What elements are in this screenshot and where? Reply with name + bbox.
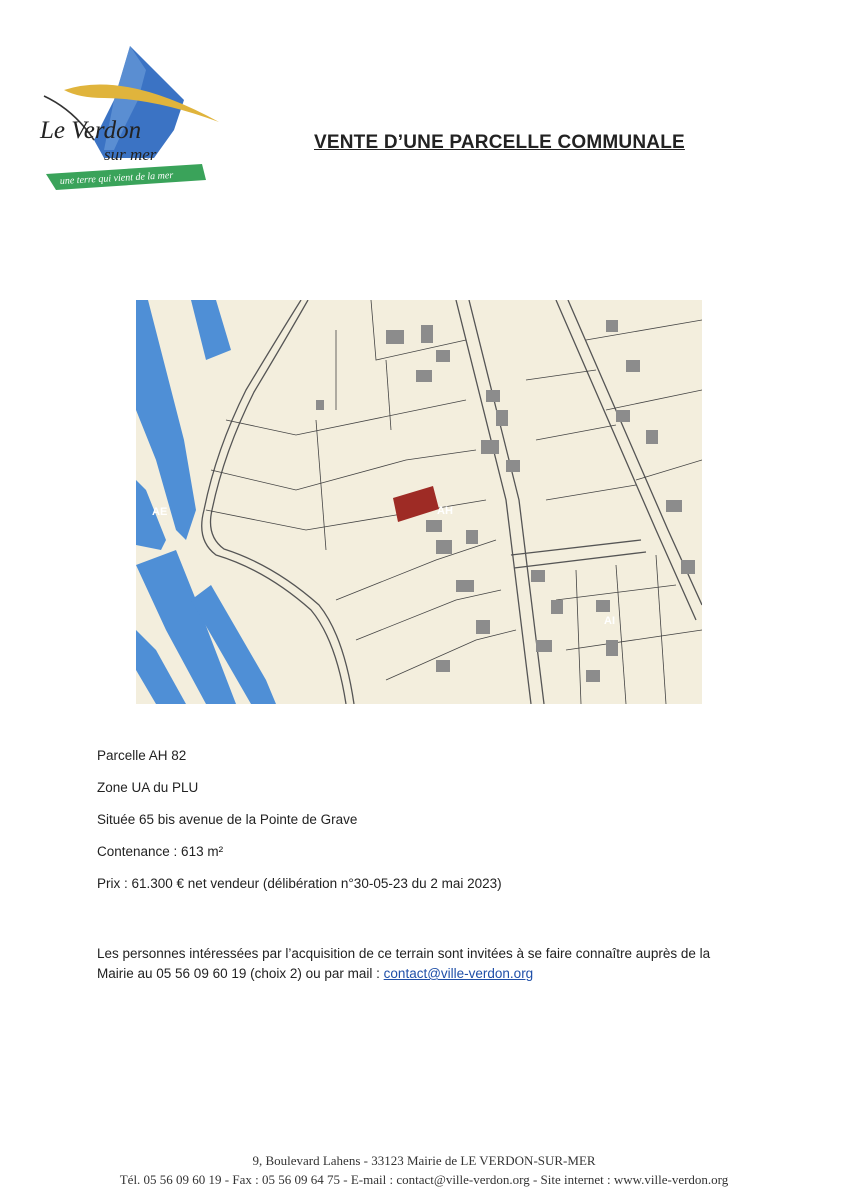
- footer-contact: Tél. 05 56 09 60 19 - Fax : 05 56 09 64 75 - E-mail : contact@ville-verdon.org - Site internet : www.ville-verdon.org: [119, 1172, 729, 1187]
- contact-email-link[interactable]: contact@ville-verdon.org: [383, 966, 534, 981]
- contact-line2: Mairie au 05 56 09 60 19 (choix 2) ou par mail :: [97, 966, 384, 981]
- zoning: Zone UA du PLU: [97, 780, 199, 795]
- logo-name-line1: Le Verdon: [40, 117, 142, 144]
- logo-name-line2: sur mer: [104, 145, 157, 164]
- logo-tagline: une terre qui vient de la mer: [59, 170, 174, 187]
- area: Contenance : 613 m²: [97, 844, 224, 859]
- contact-paragraph: [97, 944, 757, 984]
- price: Prix : 61.300 € net vendeur (délibération n°30-05-23 du 2 mai 2023): [97, 876, 502, 891]
- parcel-reference: Parcelle AH 82: [97, 748, 187, 763]
- page-title: VENTE D’UNE PARCELLE COMMUNALE: [314, 132, 685, 153]
- map-label-ah: AH: [437, 505, 453, 517]
- logo-graphic: [34, 40, 234, 200]
- town-logo: [34, 40, 234, 200]
- map-label-ai: AI: [604, 615, 615, 627]
- footer-address: 9, Boulevard Lahens - 33123 Mairie de LE VERDON-SUR-MER: [252, 1153, 596, 1168]
- contact-line1: Les personnes intéressées par l’acquisition de ce terrain sont invitées à se faire connaître auprès de la: [97, 946, 711, 961]
- cadastral-map: [136, 300, 702, 704]
- parcel-details: [97, 748, 502, 908]
- address: Située 65 bis avenue de la Pointe de Grave: [97, 812, 358, 827]
- map-label-ae: AE: [152, 506, 168, 518]
